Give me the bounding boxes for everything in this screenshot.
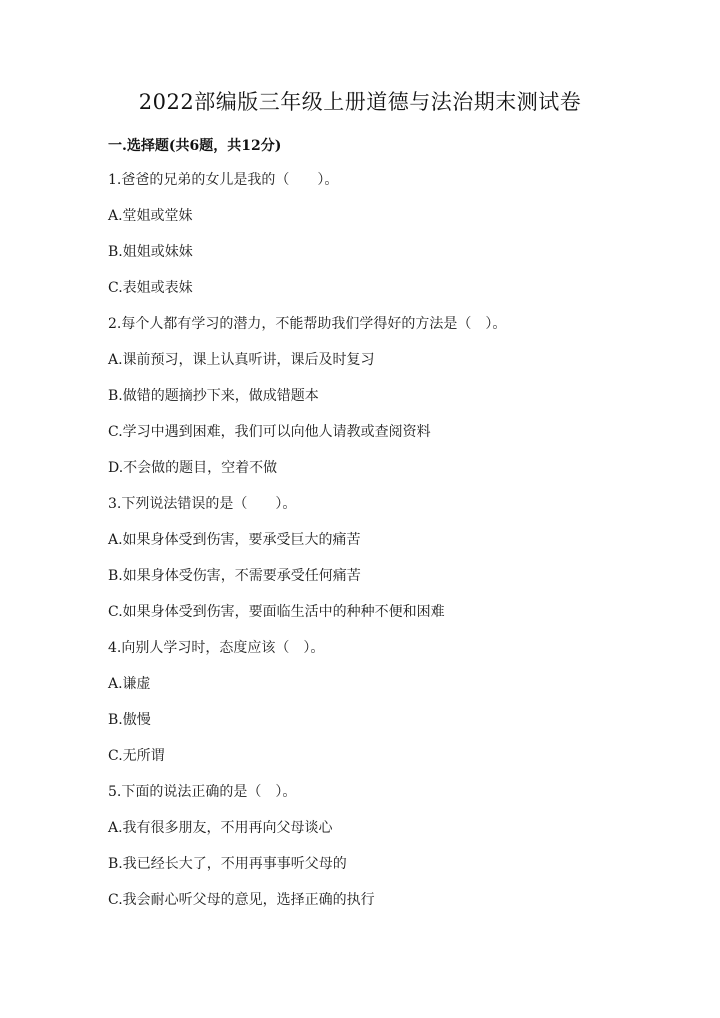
answer-option: C.表姐或表妹 [108,280,193,296]
answer-option: C.我会耐心听父母的意见，选择正确的执行 [108,892,375,908]
answer-option: B.如果身体受伤害，不需要承受任何痛苦 [108,568,361,584]
question-list [108,170,668,926]
answer-option: B.姐姐或妹妹 [108,244,193,260]
answer-option: C.如果身体受到伤害，要面临生活中的种种不便和困难 [108,604,445,620]
answer-option: A.如果身体受到伤害，要承受巨大的痛苦 [108,532,361,548]
answer-option: D.不会做的题目，空着不做 [108,460,278,476]
answer-option: B.做错的题摘抄下来，做成错题本 [108,388,319,404]
question-stem: 5.下面的说法正确的是（ ）。 [108,784,297,800]
question-stem: 4.向别人学习时，态度应该（ ）。 [108,640,325,656]
answer-option: A.我有很多朋友，不用再向父母谈心 [108,820,333,836]
answer-option: B.我已经长大了，不用再事事听父母的 [108,856,347,872]
question-stem: 3.下列说法错误的是（ ）。 [108,496,297,512]
section-heading: 一.选择题(共6题，共12分) [108,138,282,154]
answer-option: C.无所谓 [108,748,165,764]
question-stem: 1.爸爸的兄弟的女儿是我的（ ）。 [108,172,339,188]
document-title: 2022部编版三年级上册道德与法治期末测试卷 [138,90,582,114]
answer-option: A.课前预习，课上认真听讲，课后及时复习 [108,352,375,368]
answer-option: C.学习中遇到困难，我们可以向他人请教或查阅资料 [108,424,431,440]
question-stem: 2.每个人都有学习的潜力，不能帮助我们学得好的方法是（ ）。 [108,316,507,332]
answer-option: B.傲慢 [108,712,151,728]
answer-option: A.谦虚 [108,676,151,692]
answer-option: A.堂姐或堂妹 [108,208,193,224]
